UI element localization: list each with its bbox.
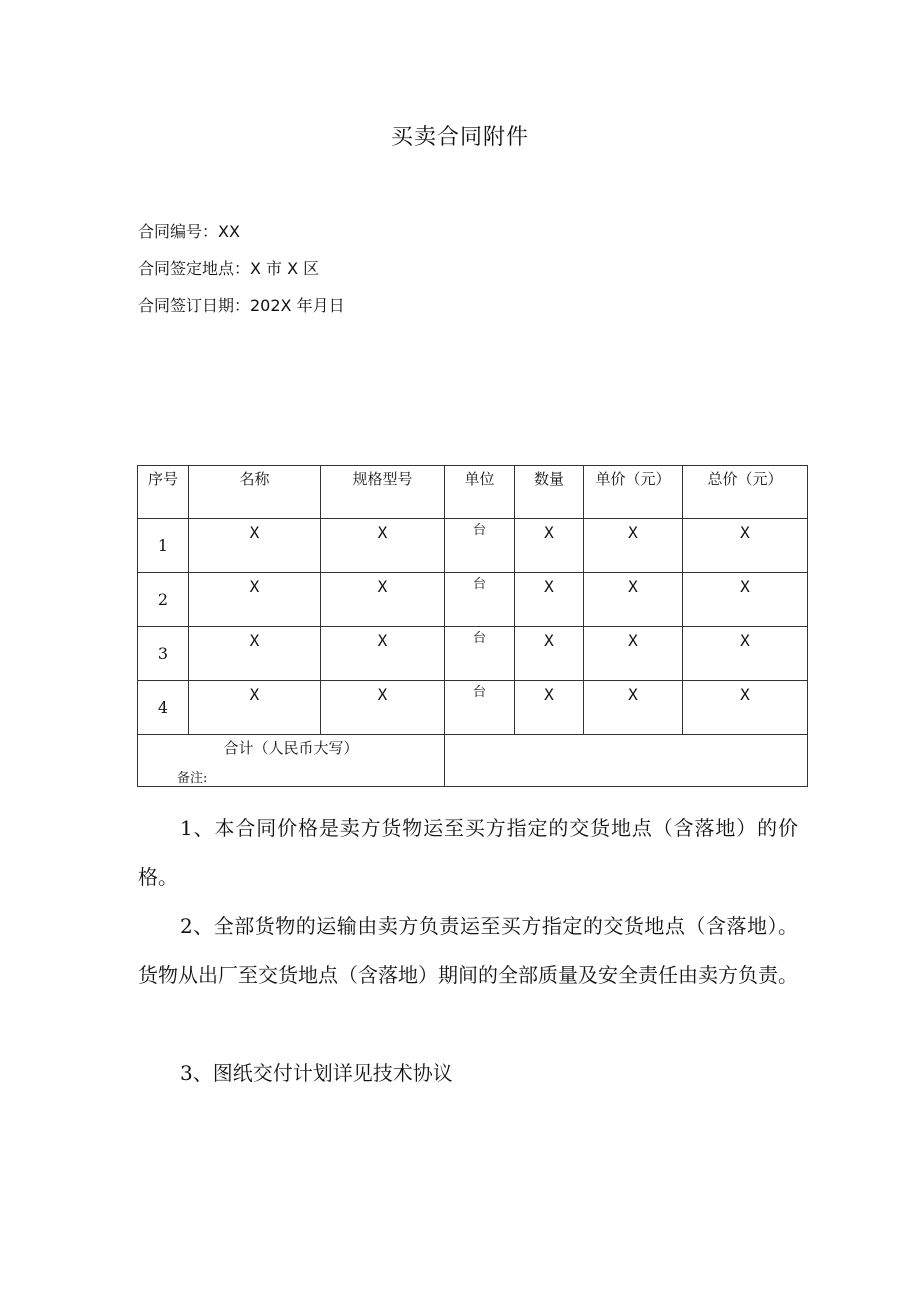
header-spec: 规格型号 (321, 466, 445, 519)
row-total-price: X (683, 573, 808, 627)
document-title: 买卖合同附件 (390, 125, 529, 150)
row-name: X (189, 627, 321, 681)
clause-3: 3、图纸交付计划详见技术协议 (180, 1061, 453, 1085)
row-index: 2 (138, 573, 189, 627)
row-total-price: X (683, 681, 808, 735)
row-total-price: X (683, 627, 808, 681)
header-index: 序号 (138, 466, 189, 519)
header-name: 名称 (189, 466, 321, 519)
clause-2: 2、全部货物的运输由卖方负责运至买方指定的交货地点（含落地）。货物从出厂至交货地点（含落地）期间的全部质量及安全责任由卖方负责。 (138, 914, 798, 987)
clause-1: 1、本合同价格是卖方货物运至买方指定的交货地点（含落地）的价格。 (138, 816, 798, 889)
sign-date: 合同签订日期：202X 年月日 (138, 296, 345, 315)
row-total-price: X (683, 519, 808, 573)
header-total-price: 总价（元） (683, 466, 808, 519)
table-row (138, 573, 808, 627)
row-unit-price: X (584, 627, 683, 681)
sign-place: 合同签定地点：X 市 X 区 (138, 259, 320, 278)
row-spec: X (321, 519, 445, 573)
row-quantity: X (515, 519, 584, 573)
row-index: 4 (138, 681, 189, 735)
row-unit: 台 (445, 519, 515, 573)
row-unit: 台 (445, 681, 515, 735)
table-header-row (138, 466, 808, 519)
total-label: 合计（人民币大写） (138, 735, 445, 787)
row-quantity: X (515, 627, 584, 681)
table-row (138, 519, 808, 573)
header-unit: 单位 (445, 466, 515, 519)
row-unit-price: X (584, 519, 683, 573)
row-name: X (189, 573, 321, 627)
row-spec: X (321, 681, 445, 735)
table-total-row (138, 735, 808, 787)
row-spec: X (321, 573, 445, 627)
row-unit: 台 (445, 573, 515, 627)
row-name: X (189, 519, 321, 573)
row-name: X (189, 681, 321, 735)
row-quantity: X (515, 573, 584, 627)
row-index: 3 (138, 627, 189, 681)
table-row (138, 627, 808, 681)
row-unit: 台 (445, 627, 515, 681)
row-quantity: X (515, 681, 584, 735)
row-unit-price: X (584, 681, 683, 735)
header-quantity: 数量 (515, 466, 584, 519)
header-unit-price: 单价（元） (584, 466, 683, 519)
contract-number: 合同编号：XX (138, 222, 240, 241)
row-spec: X (321, 627, 445, 681)
row-index: 1 (138, 519, 189, 573)
row-unit-price: X (584, 573, 683, 627)
note-label: 备注: (177, 771, 208, 786)
table-row (138, 681, 808, 735)
total-value (445, 735, 808, 787)
items-table (137, 465, 808, 787)
